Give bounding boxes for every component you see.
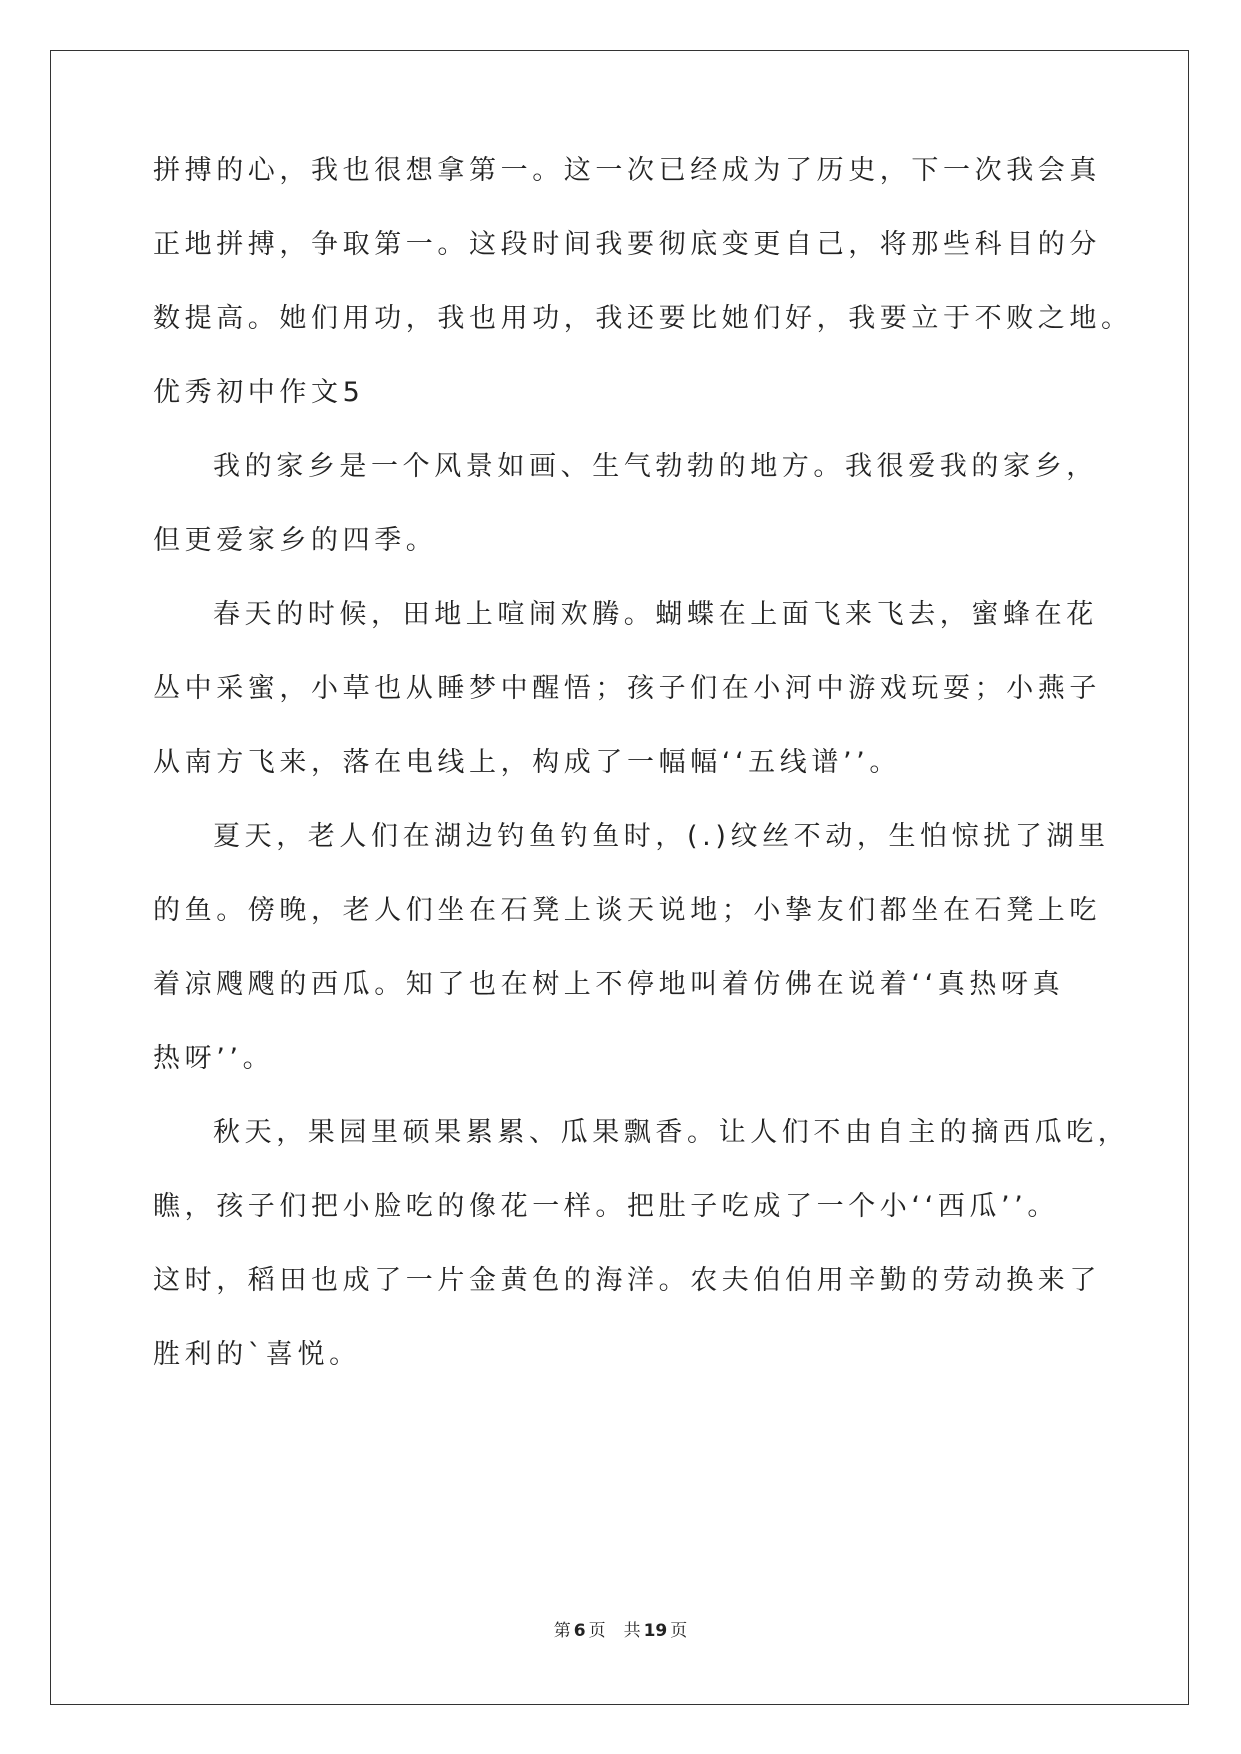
- page-current: 6: [573, 1621, 586, 1641]
- text-line: 秋天，果园里硕果累累、瓜果飘香。让人们不由自主的摘西瓜吃，: [213, 1117, 1130, 1148]
- text-line: 这时，稻田也成了一片金黄色的海洋。农夫伯伯用辛勤的劳动换来了: [153, 1265, 1101, 1296]
- text-line: 丛中采蜜，小草也从睡梦中醒悟；孩子们在小河中游戏玩耍；小燕子: [153, 673, 1101, 704]
- page-total: 19: [643, 1621, 668, 1641]
- text-line: 胜利的`喜悦。: [153, 1339, 361, 1370]
- section-heading: 优秀初中作文5: [153, 377, 365, 408]
- text-line: 着凉飕飕的西瓜。知了也在树上不停地叫着仿佛在说着‘‘真热呀真: [153, 969, 1065, 1000]
- text-line: 夏天，老人们在湖边钓鱼钓鱼时，(.)纹丝不动，生怕惊扰了湖里: [213, 821, 1110, 852]
- total-prefix: 共: [623, 1621, 641, 1641]
- text-line: 春天的时候，田地上喧闹欢腾。蝴蝶在上面飞来飞去，蜜蜂在花: [213, 599, 1098, 630]
- text-line: 拼搏的心，我也很想拿第一。这一次已经成为了历史，下一次我会真: [153, 155, 1101, 186]
- text-line: 数提高。她们用功，我也用功，我还要比她们好，我要立于不败之地。: [153, 303, 1133, 334]
- text-line: 瞧，孩子们把小脸吃的像花一样。把肚子吃成了一个小‘‘西瓜’’。: [153, 1191, 1059, 1222]
- total-unit: 页: [670, 1621, 688, 1641]
- page-unit: 页: [588, 1621, 606, 1641]
- text-line: 热呀’’。: [153, 1043, 275, 1074]
- page-footer: [0, 1616, 1241, 1641]
- text-line: 但更爱家乡的四季。: [153, 525, 438, 556]
- text-line: 的鱼。傍晚，老人们坐在石凳上谈天说地；小挚友们都坐在石凳上吃: [153, 895, 1101, 926]
- text-line: 正地拼搏，争取第一。这段时间我要彻底变更自己，将那些科目的分: [153, 229, 1101, 260]
- page-prefix: 第: [553, 1621, 571, 1641]
- text-line: 我的家乡是一个风景如画、生气勃勃的地方。我很爱我的家乡，: [213, 451, 1098, 482]
- text-line: 从南方飞来，落在电线上，构成了一幅幅‘‘五线谱’’。: [153, 747, 901, 778]
